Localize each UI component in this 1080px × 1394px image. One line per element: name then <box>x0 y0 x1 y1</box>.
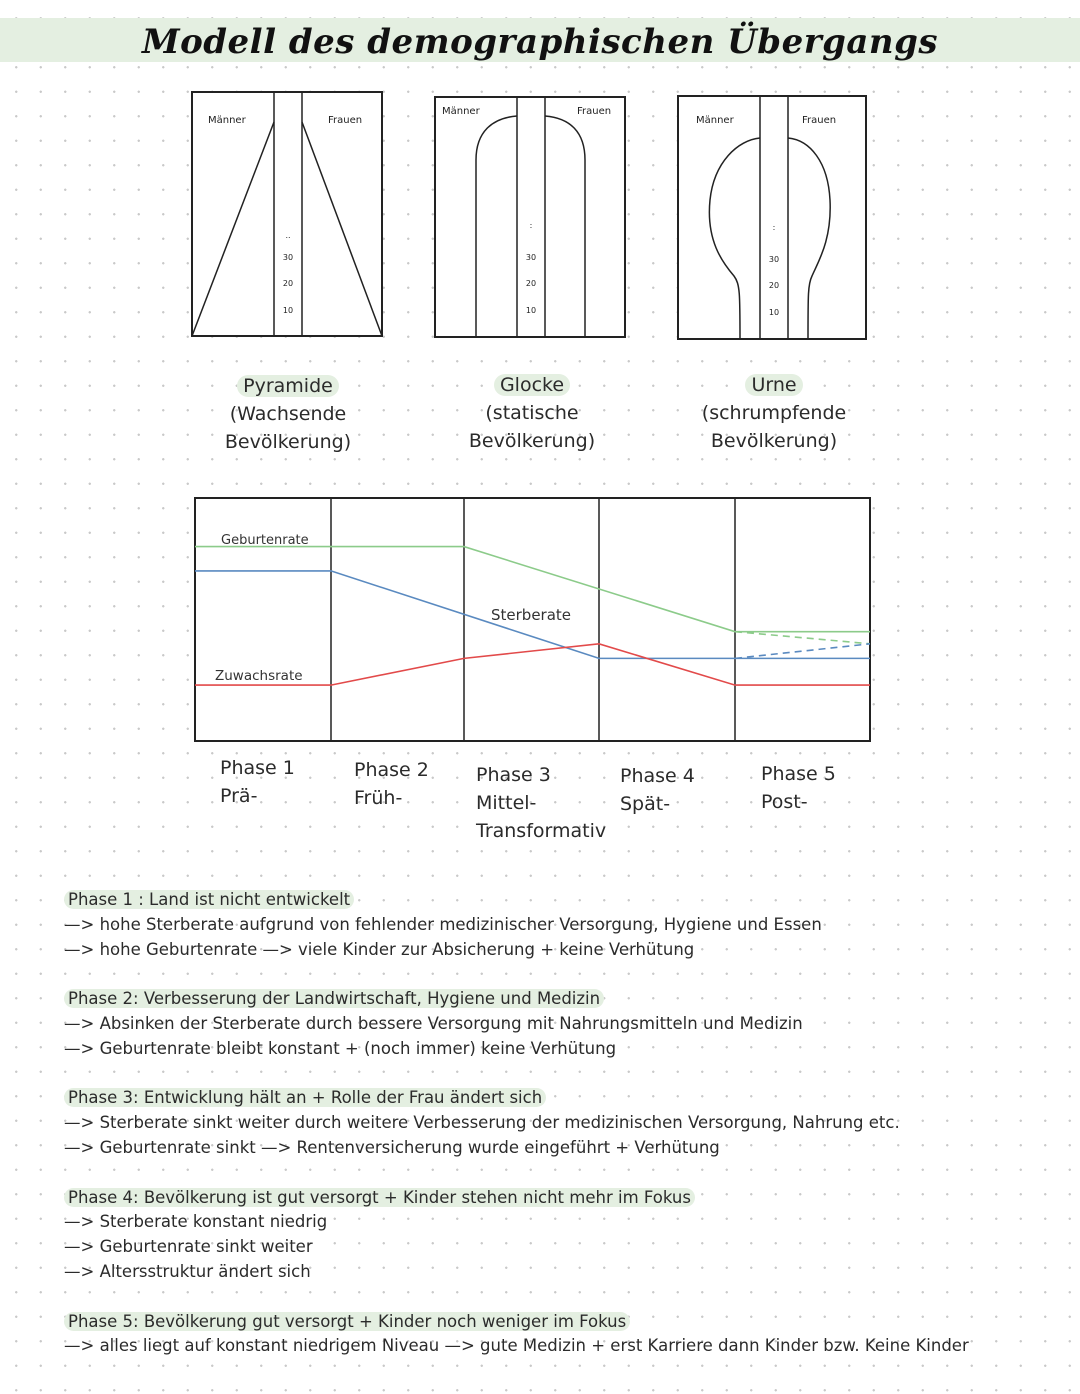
note-line: —> Altersstruktur ändert sich <box>64 1261 311 1281</box>
phase-label <box>620 762 695 818</box>
note-line: —> hohe Sterberate aufgrund von fehlender medizinischer Versorgung, Hygiene und Essen <box>64 914 822 934</box>
male-label: Männer <box>442 106 480 117</box>
phase-name: Phase 1 <box>220 757 295 779</box>
pyramid-caption-line: (Wachsende <box>229 403 347 425</box>
label-zuwachsrate: Zuwachsrate <box>215 668 303 684</box>
phase-sub: Transformativ <box>476 820 607 842</box>
age-tick: .. <box>285 231 291 240</box>
phase-sub: Mittel- <box>476 792 537 814</box>
note-phase-5 <box>64 1310 1064 1360</box>
age-tick: 30 <box>768 255 780 264</box>
age-tick: : <box>529 221 533 230</box>
note-heading: Phase 2: Verbesserung der Landwirtschaft, Hygiene und Medizin <box>64 989 604 1008</box>
note-line: —> Absinken der Sterberate durch bessere Versorgung mit Nahrungsmitteln und Medizin <box>64 1013 803 1033</box>
phase-sub: Post- <box>761 791 808 813</box>
phase-sub: Spät- <box>620 793 671 815</box>
phase-notes <box>64 888 1064 1384</box>
bell-caption-line: Bevölkerung) <box>468 430 596 452</box>
note-heading: Phase 1 : Land ist nicht entwickelt <box>64 890 354 909</box>
age-tick: 10 <box>525 306 537 315</box>
note-heading: Phase 3: Entwicklung hält an + Rolle der Frau ändert sich <box>64 1088 546 1107</box>
phase-name: Phase 2 <box>354 759 429 781</box>
age-tick: : <box>772 223 776 232</box>
bell-caption-line: (statische <box>485 402 579 424</box>
phase-label <box>761 760 836 816</box>
note-phase-3 <box>64 1086 1064 1160</box>
note-line: —> Geburtenrate sinkt weiter <box>64 1237 313 1257</box>
note-line: —> alles liegt auf konstant niedrigem Niveau —> gute Medizin + erst Karriere dann Kinder bzw. Keine Kinder <box>64 1336 969 1356</box>
male-label: Männer <box>696 115 734 126</box>
phase-label <box>220 754 295 810</box>
female-label: Frauen <box>328 115 363 126</box>
age-tick: 20 <box>768 281 780 290</box>
age-tick: 20 <box>282 279 294 288</box>
phase-label <box>476 761 606 845</box>
age-tick: 10 <box>282 306 294 315</box>
note-phase-2 <box>64 987 1064 1061</box>
note-line: —> hohe Geburtenrate —> viele Kinder zur Absicherung + keine Verhütung <box>64 939 695 959</box>
age-tick: 30 <box>282 253 294 262</box>
note-phase-1 <box>64 888 1064 962</box>
age-tick: 10 <box>768 308 780 317</box>
urn-name: Urne <box>745 374 802 396</box>
urn-caption-line: Bevölkerung) <box>710 430 838 452</box>
phase-name: Phase 4 <box>620 765 695 787</box>
page-title: Modell des demographischen Übergangs <box>141 22 939 62</box>
note-line: —> Geburtenrate bleibt konstant + (noch immer) keine Verhütung <box>64 1038 617 1058</box>
female-label: Frauen <box>802 115 837 126</box>
label-geburtenrate: Geburtenrate <box>221 533 309 548</box>
age-tick: 30 <box>525 253 537 262</box>
note-heading: Phase 4: Bevölkerung ist gut versorgt + Kinder stehen nicht mehr im Fokus <box>64 1188 695 1207</box>
male-label: Männer <box>208 115 246 126</box>
note-phase-4 <box>64 1186 1064 1285</box>
bell-name: Glocke <box>494 374 570 396</box>
note-line: —> Sterberate sinkt weiter durch weitere Verbesserung der medizinischen Versorgung, Nahrung etc. <box>64 1113 900 1133</box>
phase-sub: Prä- <box>220 785 258 807</box>
note-line: —> Sterberate konstant niedrig <box>64 1212 328 1232</box>
note-heading: Phase 5: Bevölkerung gut versorgt + Kinder noch weniger im Fokus <box>64 1312 630 1331</box>
age-tick: 20 <box>525 279 537 288</box>
female-label: Frauen <box>577 106 612 117</box>
label-sterberate: Sterberate <box>491 606 572 624</box>
phase-label <box>354 756 429 812</box>
urn-caption-line: (schrumpfende <box>701 402 847 424</box>
note-line: —> Geburtenrate sinkt —> Rentenversicherung wurde eingeführt + Verhütung <box>64 1137 720 1157</box>
phase-sub: Früh- <box>354 787 403 809</box>
phase-name: Phase 5 <box>761 763 836 785</box>
pyramid-caption-line: Bevölkerung) <box>224 431 352 453</box>
pyramid-name: Pyramide <box>237 375 339 397</box>
phase-name: Phase 3 <box>476 764 551 786</box>
